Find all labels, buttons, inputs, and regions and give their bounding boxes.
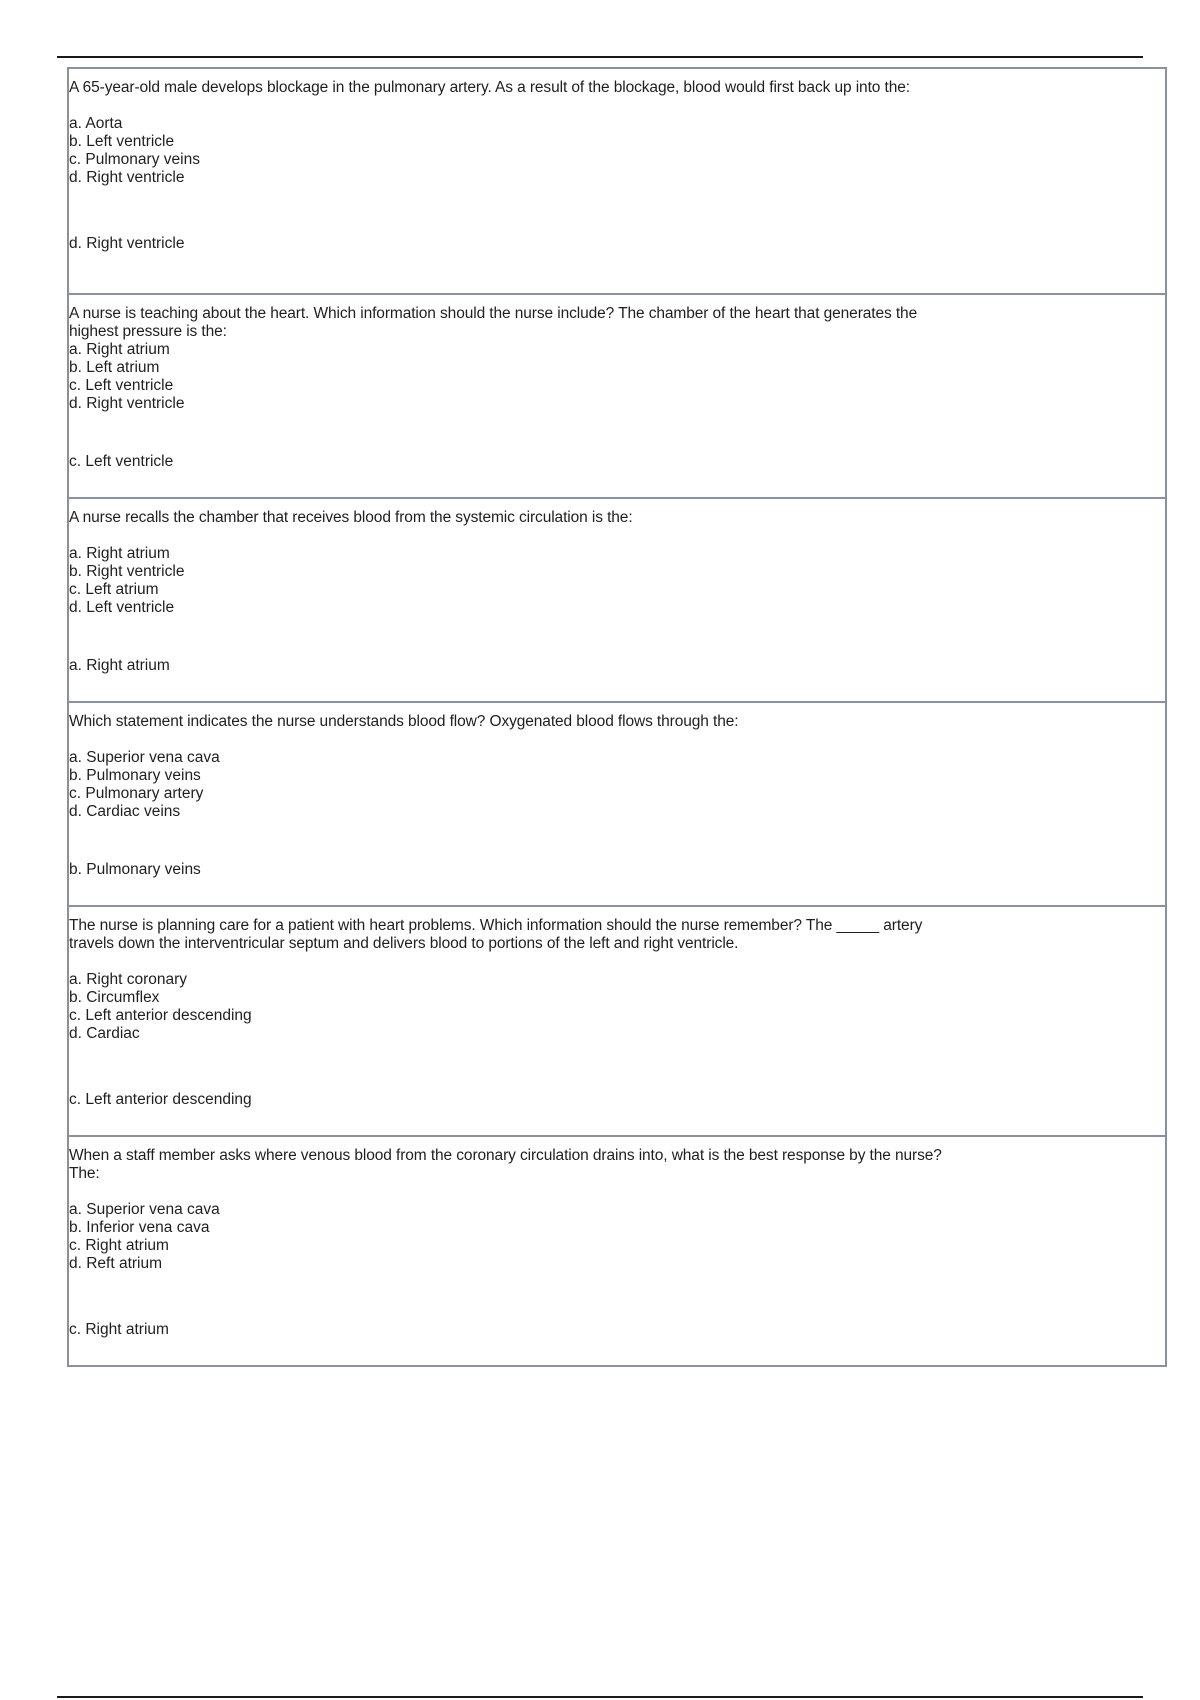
option-item: a. Aorta — [69, 115, 123, 132]
question-text: A 65-year-old male develops blockage in the pulmonary artery. As a result of the blockage, blood would first back up into the: — [69, 79, 910, 96]
option-item: b. Left atrium — [69, 359, 160, 376]
option-item: a. Right coronary — [69, 971, 188, 988]
option-item: a. Superior vena cava — [69, 1201, 220, 1218]
option-list — [69, 749, 1165, 821]
answer-text: a. Right atrium — [69, 657, 170, 674]
question-row — [69, 907, 1165, 1137]
option-list — [69, 341, 1165, 413]
option-item: a. Right atrium — [69, 545, 170, 562]
option-item: b. Circumflex — [69, 989, 160, 1006]
answer-text: c. Right atrium — [69, 1321, 169, 1338]
option-item: c. Pulmonary artery — [69, 785, 204, 802]
option-item: c. Left atrium — [69, 581, 159, 598]
option-item: c. Pulmonary veins — [69, 151, 200, 168]
option-item: d. Left ventricle — [69, 599, 175, 616]
option-list — [69, 1201, 1165, 1273]
option-item: a. Right atrium — [69, 341, 170, 358]
option-item: b. Inferior vena cava — [69, 1219, 210, 1236]
answer-text: c. Left anterior descending — [69, 1091, 252, 1108]
option-item: d. Cardiac — [69, 1025, 140, 1042]
question-text: Which statement indicates the nurse understands blood flow? Oxygenated blood flows through the: — [69, 713, 739, 730]
option-item: d. Right ventricle — [69, 169, 185, 186]
footer-rule — [57, 1696, 1143, 1698]
question-row — [69, 499, 1165, 703]
option-item: d. Cardiac veins — [69, 803, 181, 820]
option-item: d. Right ventricle — [69, 395, 185, 412]
answer-text: c. Left ventricle — [69, 453, 174, 470]
option-item: c. Left ventricle — [69, 377, 174, 394]
option-item: b. Right ventricle — [69, 563, 185, 580]
question-text: The nurse is planning care for a patient with heart problems. Which information should the nurse remember? The _____ artery travels down the interventricular septum and delivers blood to portions of the left and right ventricle. — [69, 917, 923, 952]
option-item: d. Reft atrium — [69, 1255, 163, 1272]
option-item: c. Left anterior descending — [69, 1007, 252, 1024]
option-item: b. Pulmonary veins — [69, 767, 201, 784]
question-text: A nurse recalls the chamber that receives blood from the systemic circulation is the: — [69, 509, 633, 526]
question-text: A nurse is teaching about the heart. Which information should the nurse include? The chamber of the heart that generates the highest pressure is the: — [69, 305, 918, 340]
question-row — [69, 69, 1165, 295]
option-list — [69, 545, 1165, 617]
option-list — [69, 115, 1165, 187]
question-row — [69, 1137, 1165, 1365]
option-item: b. Left ventricle — [69, 133, 175, 150]
option-item: c. Right atrium — [69, 1237, 169, 1254]
question-row — [69, 295, 1165, 499]
option-list — [69, 971, 1165, 1043]
answer-text: b. Pulmonary veins — [69, 861, 201, 878]
answer-text: d. Right ventricle — [69, 235, 185, 252]
question-row — [69, 703, 1165, 907]
question-text: When a staff member asks where venous blood from the coronary circulation drains into, what is the best response by the nurse? The: — [69, 1147, 942, 1182]
question-table — [67, 67, 1167, 1367]
option-item: a. Superior vena cava — [69, 749, 220, 766]
header-rule — [57, 56, 1143, 58]
